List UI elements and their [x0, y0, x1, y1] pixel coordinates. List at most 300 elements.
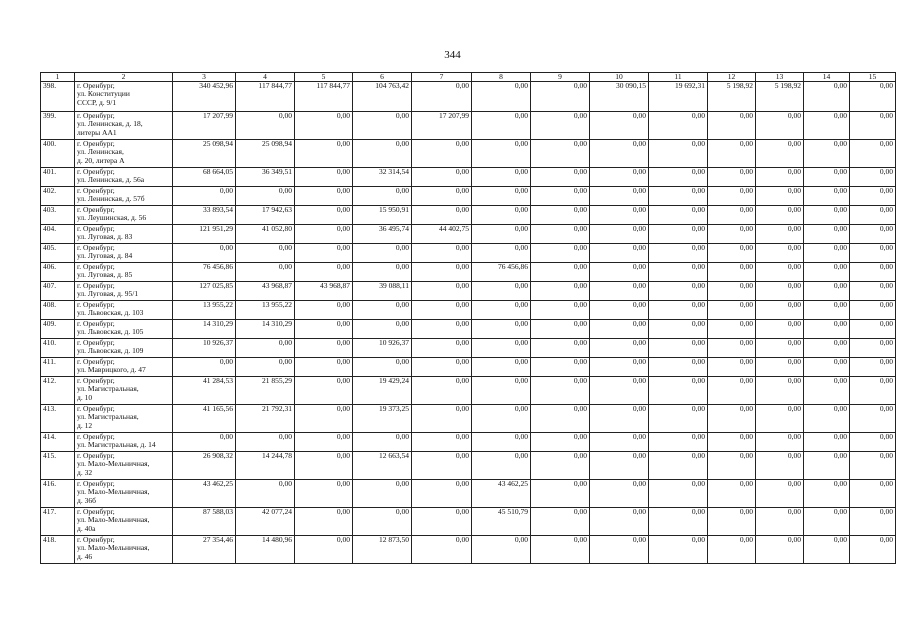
value-cell: 0,00 [295, 225, 353, 244]
value-cell: 0,00 [412, 187, 472, 206]
value-cell: 0,00 [649, 358, 708, 377]
value-cell: 14 310,29 [236, 320, 295, 339]
value-cell: 0,00 [353, 244, 412, 263]
value-cell: 0,00 [649, 452, 708, 480]
value-cell: 0,00 [804, 508, 850, 536]
value-cell: 0,00 [590, 433, 649, 452]
value-cell: 0,00 [472, 168, 531, 187]
row-number: 417. [41, 508, 75, 536]
value-cell: 0,00 [472, 206, 531, 225]
value-cell: 12 663,54 [353, 452, 412, 480]
value-cell: 0,00 [173, 187, 236, 206]
value-cell: 0,00 [173, 358, 236, 377]
value-cell: 0,00 [850, 225, 896, 244]
value-cell: 104 763,42 [353, 82, 412, 112]
table-row [41, 358, 896, 377]
column-header: 15 [850, 73, 896, 82]
table-row [41, 452, 896, 480]
value-cell: 0,00 [531, 536, 590, 564]
value-cell: 0,00 [236, 112, 295, 140]
value-cell: 0,00 [756, 225, 804, 244]
value-cell: 0,00 [590, 168, 649, 187]
value-cell: 0,00 [531, 244, 590, 263]
value-cell: 127 025,85 [173, 282, 236, 301]
value-cell: 0,00 [649, 112, 708, 140]
row-number: 408. [41, 301, 75, 320]
value-cell: 0,00 [353, 508, 412, 536]
value-cell: 26 908,32 [173, 452, 236, 480]
value-cell: 0,00 [531, 168, 590, 187]
value-cell: 41 052,80 [236, 225, 295, 244]
value-cell: 117 844,77 [236, 82, 295, 112]
table-row [41, 168, 896, 187]
value-cell: 43 968,87 [295, 282, 353, 301]
value-cell: 0,00 [295, 358, 353, 377]
column-header: 4 [236, 73, 295, 82]
value-cell: 0,00 [590, 263, 649, 282]
value-cell: 0,00 [804, 301, 850, 320]
value-cell: 0,00 [236, 433, 295, 452]
table-row [41, 282, 896, 301]
value-cell: 0,00 [649, 339, 708, 358]
value-cell: 10 926,37 [353, 339, 412, 358]
value-cell: 0,00 [412, 405, 472, 433]
value-cell: 45 510,79 [472, 508, 531, 536]
value-cell: 0,00 [531, 82, 590, 112]
value-cell: 0,00 [804, 244, 850, 263]
value-cell: 0,00 [590, 339, 649, 358]
column-header: 8 [472, 73, 531, 82]
value-cell: 0,00 [708, 140, 756, 168]
value-cell: 0,00 [353, 358, 412, 377]
value-cell: 0,00 [590, 405, 649, 433]
value-cell: 0,00 [708, 112, 756, 140]
value-cell: 0,00 [708, 480, 756, 508]
value-cell: 0,00 [472, 320, 531, 339]
row-number: 414. [41, 433, 75, 452]
table-row [41, 244, 896, 263]
value-cell: 0,00 [708, 377, 756, 405]
table-row [41, 377, 896, 405]
address-cell: г. Оренбург, ул. Мало-Мельничная, д. 32 [75, 452, 173, 480]
value-cell: 0,00 [708, 263, 756, 282]
value-cell: 0,00 [850, 320, 896, 339]
value-cell: 0,00 [590, 187, 649, 206]
row-number: 415. [41, 452, 75, 480]
address-cell: г. Оренбург, ул. Магистральная, д. 10 [75, 377, 173, 405]
value-cell: 0,00 [649, 301, 708, 320]
value-cell: 0,00 [756, 339, 804, 358]
value-cell: 0,00 [649, 508, 708, 536]
value-cell: 17 207,99 [173, 112, 236, 140]
value-cell: 0,00 [649, 263, 708, 282]
value-cell: 19 373,25 [353, 405, 412, 433]
value-cell: 32 314,54 [353, 168, 412, 187]
address-cell: г. Оренбург, ул. Магистральная, д. 14 [75, 433, 173, 452]
value-cell: 0,00 [756, 377, 804, 405]
value-cell: 0,00 [649, 206, 708, 225]
value-cell: 0,00 [472, 82, 531, 112]
value-cell: 0,00 [804, 168, 850, 187]
value-cell: 117 844,77 [295, 82, 353, 112]
value-cell: 0,00 [756, 480, 804, 508]
row-number: 412. [41, 377, 75, 405]
value-cell: 0,00 [756, 301, 804, 320]
value-cell: 340 452,96 [173, 82, 236, 112]
value-cell: 0,00 [295, 480, 353, 508]
address-cell: г. Оренбург, ул. Маврицкого, д. 47 [75, 358, 173, 377]
column-header: 10 [590, 73, 649, 82]
value-cell: 25 098,94 [236, 140, 295, 168]
value-cell: 0,00 [236, 244, 295, 263]
value-cell: 0,00 [472, 282, 531, 301]
address-cell: г. Оренбург, ул. Ленинская, д. 20, литера А [75, 140, 173, 168]
table-row [41, 320, 896, 339]
value-cell: 0,00 [295, 206, 353, 225]
value-cell: 41 165,56 [173, 405, 236, 433]
column-header: 6 [353, 73, 412, 82]
value-cell: 0,00 [472, 112, 531, 140]
header-row [41, 73, 896, 82]
value-cell: 0,00 [804, 320, 850, 339]
address-cell: г. Оренбург, ул. Львовская, д. 105 [75, 320, 173, 339]
value-cell: 0,00 [295, 140, 353, 168]
table-row [41, 301, 896, 320]
value-cell: 0,00 [531, 225, 590, 244]
row-number: 418. [41, 536, 75, 564]
value-cell: 0,00 [412, 452, 472, 480]
value-cell: 0,00 [756, 433, 804, 452]
value-cell: 0,00 [708, 225, 756, 244]
value-cell: 33 893,54 [173, 206, 236, 225]
value-cell: 0,00 [649, 225, 708, 244]
value-cell: 0,00 [708, 508, 756, 536]
column-header: 3 [173, 73, 236, 82]
value-cell: 0,00 [708, 536, 756, 564]
address-cell: г. Оренбург, ул. Ленинская, д. 56а [75, 168, 173, 187]
value-cell: 0,00 [804, 536, 850, 564]
value-cell: 0,00 [531, 140, 590, 168]
value-cell: 0,00 [531, 377, 590, 405]
value-cell: 0,00 [173, 244, 236, 263]
value-cell: 0,00 [649, 480, 708, 508]
value-cell: 12 873,50 [353, 536, 412, 564]
value-cell: 0,00 [649, 377, 708, 405]
address-cell: г. Оренбург, ул. Львовская, д. 103 [75, 301, 173, 320]
value-cell: 0,00 [756, 206, 804, 225]
value-cell: 0,00 [756, 112, 804, 140]
value-cell: 0,00 [295, 168, 353, 187]
table-row [41, 508, 896, 536]
value-cell: 0,00 [412, 377, 472, 405]
value-cell: 0,00 [590, 244, 649, 263]
value-cell: 0,00 [412, 339, 472, 358]
value-cell: 0,00 [804, 112, 850, 140]
value-cell: 76 456,86 [173, 263, 236, 282]
value-cell: 0,00 [295, 187, 353, 206]
value-cell: 0,00 [850, 301, 896, 320]
address-cell: г. Оренбург, ул. Мало-Мельничная, д. 46 [75, 536, 173, 564]
value-cell: 0,00 [531, 320, 590, 339]
value-cell: 0,00 [412, 358, 472, 377]
table-row [41, 405, 896, 433]
value-cell: 121 951,29 [173, 225, 236, 244]
value-cell: 17 207,99 [412, 112, 472, 140]
value-cell: 0,00 [756, 263, 804, 282]
row-number: 399. [41, 112, 75, 140]
row-number: 411. [41, 358, 75, 377]
value-cell: 0,00 [353, 320, 412, 339]
value-cell: 0,00 [295, 263, 353, 282]
value-cell: 0,00 [850, 187, 896, 206]
value-cell: 0,00 [708, 339, 756, 358]
value-cell: 21 855,29 [236, 377, 295, 405]
value-cell: 5 198,92 [708, 82, 756, 112]
value-cell: 0,00 [236, 480, 295, 508]
value-cell: 0,00 [353, 112, 412, 140]
value-cell: 0,00 [804, 82, 850, 112]
value-cell: 0,00 [850, 433, 896, 452]
value-cell: 0,00 [472, 301, 531, 320]
value-cell: 0,00 [804, 339, 850, 358]
value-cell: 15 950,91 [353, 206, 412, 225]
value-cell: 0,00 [295, 377, 353, 405]
table-row [41, 480, 896, 508]
value-cell: 0,00 [850, 82, 896, 112]
value-cell: 0,00 [804, 358, 850, 377]
value-cell: 0,00 [850, 536, 896, 564]
value-cell: 0,00 [472, 452, 531, 480]
value-cell: 0,00 [850, 480, 896, 508]
column-header: 1 [41, 73, 75, 82]
value-cell: 44 402,75 [412, 225, 472, 244]
value-cell: 0,00 [412, 206, 472, 225]
value-cell: 76 456,86 [472, 263, 531, 282]
value-cell: 0,00 [708, 320, 756, 339]
value-cell: 0,00 [412, 168, 472, 187]
column-header: 2 [75, 73, 173, 82]
column-header: 5 [295, 73, 353, 82]
value-cell: 0,00 [649, 168, 708, 187]
value-cell: 0,00 [804, 480, 850, 508]
column-header: 11 [649, 73, 708, 82]
row-number: 400. [41, 140, 75, 168]
value-cell: 0,00 [649, 433, 708, 452]
value-cell: 14 310,29 [173, 320, 236, 339]
row-number: 413. [41, 405, 75, 433]
row-number: 409. [41, 320, 75, 339]
table-row [41, 187, 896, 206]
value-cell: 0,00 [804, 377, 850, 405]
value-cell: 0,00 [412, 433, 472, 452]
value-cell: 36 349,51 [236, 168, 295, 187]
value-cell: 0,00 [756, 358, 804, 377]
value-cell: 0,00 [708, 452, 756, 480]
value-cell: 0,00 [756, 140, 804, 168]
value-cell: 19 429,24 [353, 377, 412, 405]
address-cell: г. Оренбург, ул. Конституции СССР, д. 9/1 [75, 82, 173, 112]
value-cell: 0,00 [531, 112, 590, 140]
value-cell: 5 198,92 [756, 82, 804, 112]
value-cell: 0,00 [649, 140, 708, 168]
value-cell: 0,00 [649, 405, 708, 433]
value-cell: 0,00 [756, 320, 804, 339]
value-cell: 0,00 [531, 405, 590, 433]
value-cell: 0,00 [236, 187, 295, 206]
row-number: 403. [41, 206, 75, 225]
value-cell: 0,00 [850, 282, 896, 301]
value-cell: 0,00 [531, 301, 590, 320]
value-cell: 43 462,25 [472, 480, 531, 508]
value-cell: 0,00 [708, 187, 756, 206]
value-cell: 42 077,24 [236, 508, 295, 536]
value-cell: 0,00 [236, 263, 295, 282]
page-number: 344 [444, 49, 461, 61]
value-cell: 0,00 [412, 480, 472, 508]
value-cell: 0,00 [412, 82, 472, 112]
value-cell: 0,00 [590, 358, 649, 377]
value-cell: 0,00 [590, 480, 649, 508]
value-cell: 0,00 [649, 282, 708, 301]
table-row [41, 140, 896, 168]
value-cell: 0,00 [353, 433, 412, 452]
value-cell: 0,00 [590, 206, 649, 225]
value-cell: 0,00 [531, 263, 590, 282]
value-cell: 0,00 [412, 320, 472, 339]
row-number: 406. [41, 263, 75, 282]
value-cell: 0,00 [850, 452, 896, 480]
value-cell: 0,00 [472, 358, 531, 377]
value-cell: 0,00 [649, 244, 708, 263]
address-cell: г. Оренбург, ул. Мало-Мельничная, д. 36б [75, 480, 173, 508]
value-cell: 0,00 [756, 536, 804, 564]
value-cell: 0,00 [590, 112, 649, 140]
value-cell: 0,00 [531, 358, 590, 377]
table-row [41, 536, 896, 564]
value-cell: 17 942,63 [236, 206, 295, 225]
value-cell: 10 926,37 [173, 339, 236, 358]
value-cell: 0,00 [590, 452, 649, 480]
value-cell: 0,00 [531, 452, 590, 480]
value-cell: 0,00 [472, 140, 531, 168]
address-cell: г. Оренбург, ул. Луговая, д. 84 [75, 244, 173, 263]
address-cell: г. Оренбург, ул. Магистральная, д. 12 [75, 405, 173, 433]
value-cell: 0,00 [295, 244, 353, 263]
data-table [40, 72, 896, 564]
table-row [41, 263, 896, 282]
address-cell: г. Оренбург, ул. Луговая, д. 83 [75, 225, 173, 244]
column-header: 12 [708, 73, 756, 82]
value-cell: 0,00 [649, 320, 708, 339]
value-cell: 43 968,87 [236, 282, 295, 301]
value-cell: 0,00 [295, 536, 353, 564]
value-cell: 0,00 [850, 263, 896, 282]
value-cell: 0,00 [236, 339, 295, 358]
value-cell: 0,00 [804, 187, 850, 206]
value-cell: 0,00 [708, 244, 756, 263]
row-number: 405. [41, 244, 75, 263]
value-cell: 0,00 [412, 244, 472, 263]
value-cell: 19 692,31 [649, 82, 708, 112]
row-number: 407. [41, 282, 75, 301]
value-cell: 0,00 [531, 433, 590, 452]
value-cell: 0,00 [531, 480, 590, 508]
value-cell: 0,00 [531, 508, 590, 536]
value-cell: 0,00 [173, 433, 236, 452]
row-number: 410. [41, 339, 75, 358]
address-cell: г. Оренбург, ул. Ленинская, д. 57б [75, 187, 173, 206]
table-row [41, 206, 896, 225]
value-cell: 0,00 [708, 405, 756, 433]
value-cell: 0,00 [412, 140, 472, 168]
value-cell: 13 955,22 [236, 301, 295, 320]
value-cell: 0,00 [756, 187, 804, 206]
value-cell: 0,00 [804, 263, 850, 282]
value-cell: 0,00 [295, 508, 353, 536]
value-cell: 25 098,94 [173, 140, 236, 168]
value-cell: 0,00 [708, 433, 756, 452]
value-cell: 0,00 [804, 282, 850, 301]
value-cell: 21 792,31 [236, 405, 295, 433]
value-cell: 0,00 [590, 536, 649, 564]
value-cell: 0,00 [850, 244, 896, 263]
value-cell: 68 664,05 [173, 168, 236, 187]
value-cell: 0,00 [756, 508, 804, 536]
value-cell: 27 354,46 [173, 536, 236, 564]
row-number: 401. [41, 168, 75, 187]
value-cell: 0,00 [531, 187, 590, 206]
value-cell: 0,00 [295, 339, 353, 358]
value-cell: 0,00 [295, 112, 353, 140]
value-cell: 0,00 [412, 263, 472, 282]
value-cell: 0,00 [649, 187, 708, 206]
value-cell: 0,00 [850, 206, 896, 225]
value-cell: 0,00 [353, 263, 412, 282]
address-cell: г. Оренбург, ул. Мало-Мельничная, д. 40а [75, 508, 173, 536]
value-cell: 0,00 [708, 282, 756, 301]
value-cell: 0,00 [472, 225, 531, 244]
value-cell: 0,00 [590, 225, 649, 244]
row-number: 404. [41, 225, 75, 244]
value-cell: 0,00 [295, 405, 353, 433]
column-header: 13 [756, 73, 804, 82]
address-cell: г. Оренбург, ул. Леушинская, д. 56 [75, 206, 173, 225]
table-row [41, 82, 896, 112]
value-cell: 0,00 [850, 508, 896, 536]
row-number: 402. [41, 187, 75, 206]
value-cell: 0,00 [531, 339, 590, 358]
value-cell: 0,00 [353, 480, 412, 508]
value-cell: 0,00 [850, 405, 896, 433]
value-cell: 0,00 [531, 206, 590, 225]
value-cell: 0,00 [708, 168, 756, 187]
value-cell: 0,00 [472, 339, 531, 358]
value-cell: 0,00 [590, 508, 649, 536]
value-cell: 0,00 [850, 140, 896, 168]
value-cell: 0,00 [353, 187, 412, 206]
column-header: 7 [412, 73, 472, 82]
column-header: 9 [531, 73, 590, 82]
value-cell: 0,00 [756, 282, 804, 301]
value-cell: 0,00 [472, 244, 531, 263]
value-cell: 0,00 [708, 301, 756, 320]
table-row [41, 225, 896, 244]
value-cell: 0,00 [804, 140, 850, 168]
value-cell: 0,00 [850, 358, 896, 377]
value-cell: 0,00 [472, 536, 531, 564]
value-cell: 0,00 [708, 206, 756, 225]
value-cell: 0,00 [472, 433, 531, 452]
